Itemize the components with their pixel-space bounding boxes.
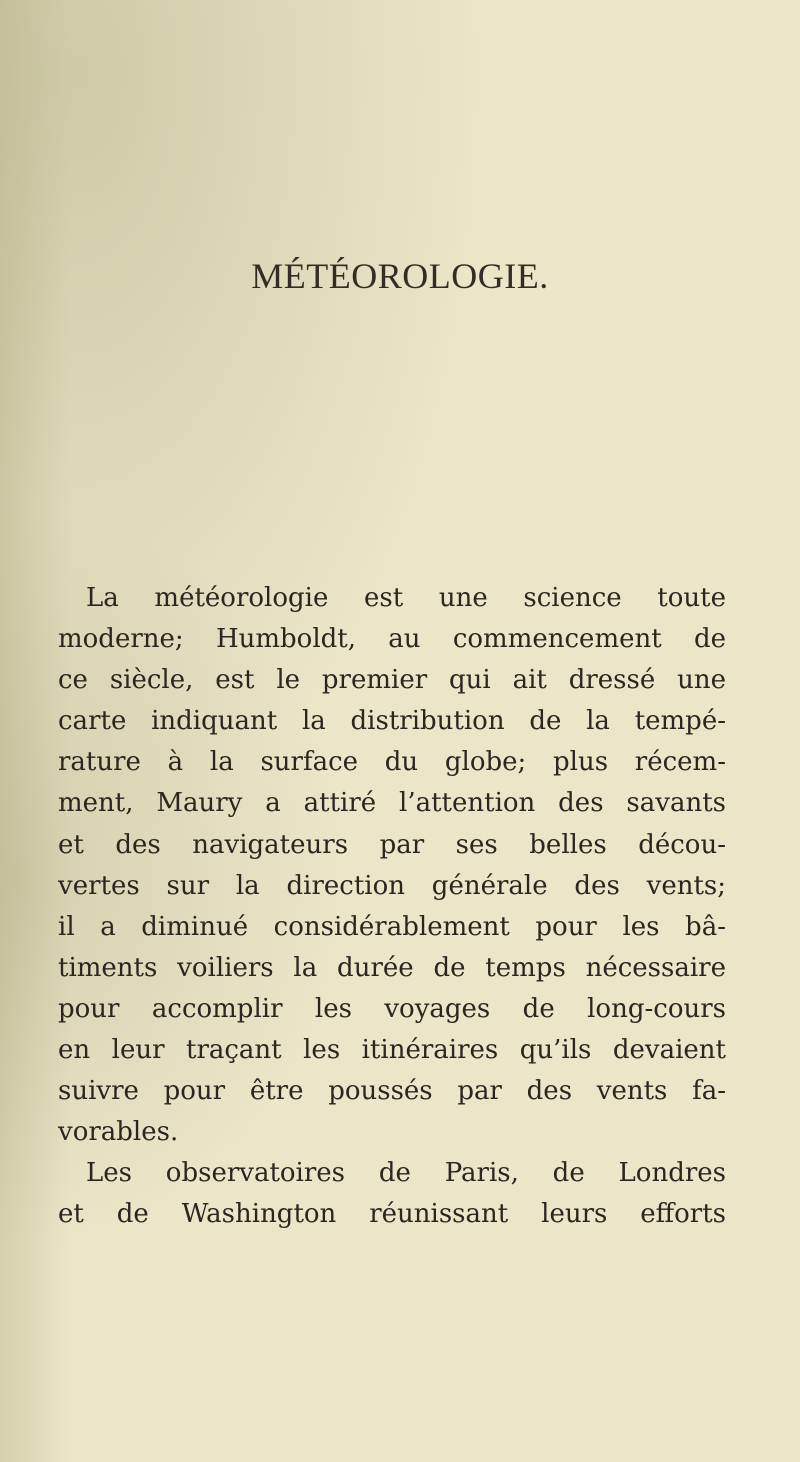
text-line: La météorologie est une science toute — [86, 583, 726, 613]
text-line: vorables. — [58, 1117, 179, 1148]
text-line: en leur traçant les itinéraires qu’ils devaient — [58, 1035, 726, 1066]
text-line: pour accomplir les voyages de long-cours — [58, 993, 726, 1024]
text-line: ce siècle, est le premier qui ait dressé une — [58, 665, 726, 696]
text-line: moderne; Humboldt, au commencement de — [58, 624, 726, 655]
text-line: carte indiquant la distribution de la tempé- — [58, 706, 726, 737]
text-line: Les observatoires de Paris, de Londres — [86, 1158, 726, 1189]
text-line: il a diminué considérablement pour les bâ- — [58, 911, 726, 942]
text-line: ment, Maury a attiré l’attention des savants — [58, 788, 726, 819]
text-line: et de Washington réunissant leurs efforts — [58, 1199, 726, 1230]
text-line: suivre pour être poussés par des vents fa- — [58, 1076, 726, 1107]
text-line: et des navigateurs par ses belles décou- — [58, 829, 726, 860]
text-line: vertes sur la direction générale des vents; — [58, 870, 726, 901]
body-text — [58, 578, 726, 1236]
text-line: rature à la surface du globe; plus récem- — [58, 747, 726, 778]
page-title: MÉTÉOROLOGIE. — [251, 256, 549, 296]
text-line: timents voiliers la durée de temps nécessaire — [58, 952, 726, 983]
